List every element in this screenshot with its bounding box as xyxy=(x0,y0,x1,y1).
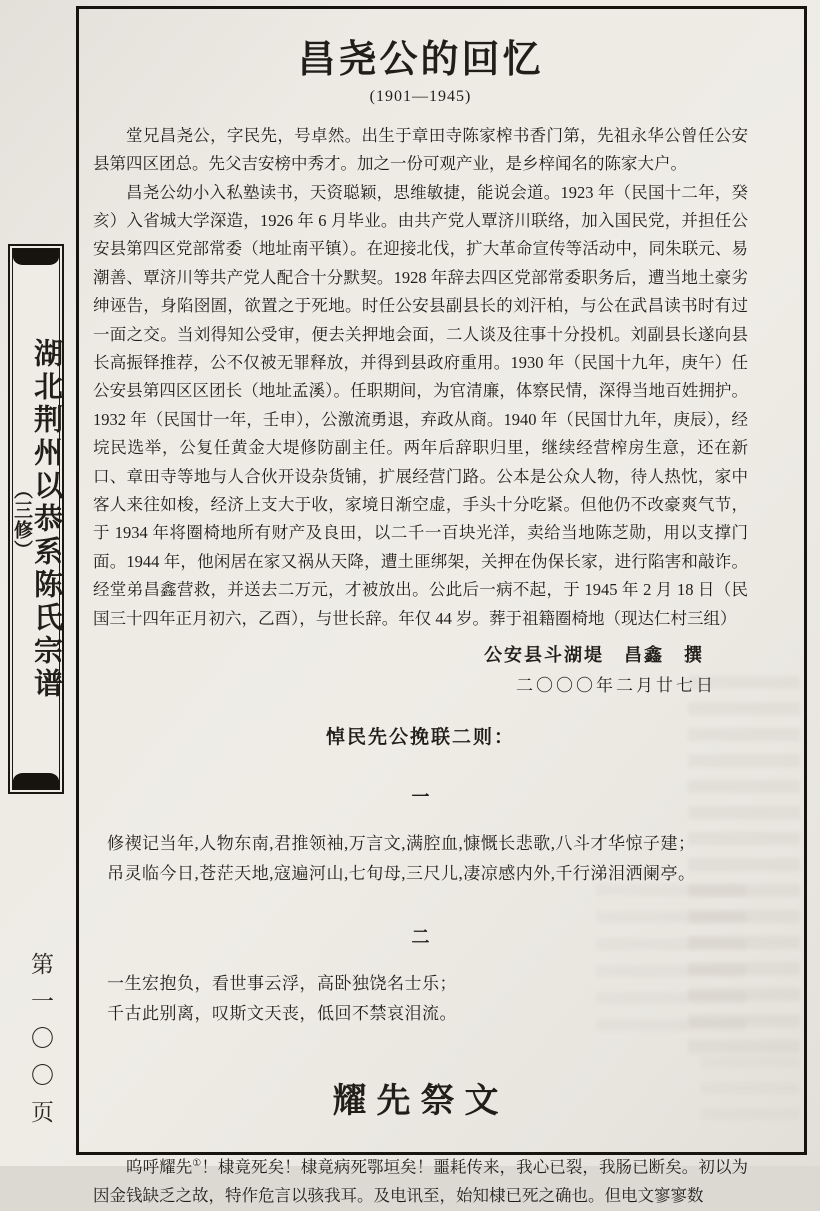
memoir-paragraph-2: 昌尧公幼小入私塾读书，天资聪颖，思维敏捷，能说会道。1923 年（民国十二年，癸亥）入省城大学深造，1926 年 6 月毕业。由共产党人覃济川联络，加入国民党，并担任公安县第四区党部常委（地址南平镇）。在迎接北伐，扩大革命宣传等活动中，同朱联元、易潮善、覃济川等共产党人配合十分默契。1928 年辞去四区党部常委职务后，遭当地土豪劣绅诬告，身陷囹圄，欲置之于死地。时任公安县副县长的刘汗柏，与公在武昌读书时有过一面之交。当刘得知公受审，便去关押地会面，二人谈及往事十分投机。刘副县长遂向县长高振铎推荐，公不仅被无罪释放，并得到县政府重用。1930 年（民国十九年，庚午）任公安县第四区区团长（地址孟溪）。任职期间，为官清廉，体察民情，深得当地百姓拥护。1932 年（民国廿一年，壬申），公激流勇退，弃政从商。1940 年（民国廿九年，庚辰），经垸民选举，公复任黄金大堤修防副主任。两年后辞职归里，继续经营榨房生意，还在新口、章田寺等地与人合伙开设杂货铺，扩展经营门路。公本是公众人物，待人热忱，家中客人来往如梭，经济上支大于收，家境日渐空虚，手头十分吃紧。但他仍不改豪爽气节，于 1934 年将圈椅地所有财产及良田，以二千一百块光洋，卖给当地陈芝勋，用以支撑门面。1944 年，他闲居在家又祸从天降，遭土匪绑架，关押在伪保长家，进行陷害和敲诈。经堂弟昌鑫营救，并送去二万元，才被放出。公此后一病不起，于 1945 年 2 月 18 日（民国三十四年正月初六，乙酉），与世长辞。年仅 44 岁。葬于祖籍圈椅地（现达仁村三组） xyxy=(93,182,748,628)
memoir-paragraph-1: 堂兄昌尧公，字民先，号卓然。出生于章田寺陈家榨书香门第，先祖永华公曾任公安县第四区团总。先父吉安榜中秀才。加之一份可观产业，是乡梓闻名的陈家大户。 xyxy=(93,125,748,174)
eulogy-title: 耀先祭文 xyxy=(332,1083,509,1120)
eulogy-text-rest: ！棣竟死矣！棣竟病死鄂垣矣！噩耗传来，我心已裂，我肠已断矣。初以为因金钱缺乏之故，特作危言以骇我耳。及电讯至，始知棣已死之确也。但电文寥寥数 xyxy=(93,1157,749,1206)
couplet-1-label: 一 xyxy=(411,787,430,807)
author-byline: 公安县斗湖堤 昌鑫 撰 xyxy=(484,645,704,665)
genealogy-edition-label: （三修） xyxy=(11,480,32,560)
spine-banner xyxy=(8,244,64,794)
spine-bottom-cap-ornament xyxy=(13,773,59,789)
date-line: 二〇〇〇年二月廿七日 xyxy=(516,676,716,695)
page-border-frame xyxy=(76,6,807,1206)
couplet-1-line-1: 修禊记当年,人物东南,君推领袖,万言文,满腔血,慷慨长悲歌,八斗才华惊子建； xyxy=(107,834,696,853)
memoir-title: 昌尧公的回忆 xyxy=(297,39,544,81)
spine-top-cap-ornament xyxy=(13,249,59,265)
page-number: 第一〇〇页 xyxy=(28,952,53,1137)
couplet-1-line-2: 吊灵临今日,苍茫天地,寇遍河山,七旬母,三尺儿,凄凉感内外,千行涕泪洒阑亭。 xyxy=(107,864,696,883)
eulogy-text-start: 呜呼耀先 xyxy=(126,1157,193,1177)
footnote-marker-1: ① xyxy=(192,1158,202,1170)
elegiac-couplets-heading: 悼民先公挽联二则： xyxy=(325,727,515,748)
couplet-2 xyxy=(93,969,748,1029)
spine-banner-text xyxy=(12,269,60,769)
couplet-1 xyxy=(93,829,748,889)
spine-banner-frame xyxy=(8,244,64,794)
eulogy-paragraph xyxy=(93,1150,748,1210)
couplet-2-line-1: 一生宏抱负，看世事云浮，高卧独饶名士乐； xyxy=(107,974,457,993)
genealogy-title-vertical: 湖北荆州以恭系陈氏宗谱 xyxy=(30,337,62,701)
memoir-life-dates: (1901—1945) xyxy=(369,87,472,105)
spine-banner-inner-frame xyxy=(12,248,60,790)
couplet-2-label: 二 xyxy=(411,927,430,947)
couplet-2-line-2: 千古此别离，叹斯文天丧，低回不禁哀泪流。 xyxy=(107,1004,457,1023)
